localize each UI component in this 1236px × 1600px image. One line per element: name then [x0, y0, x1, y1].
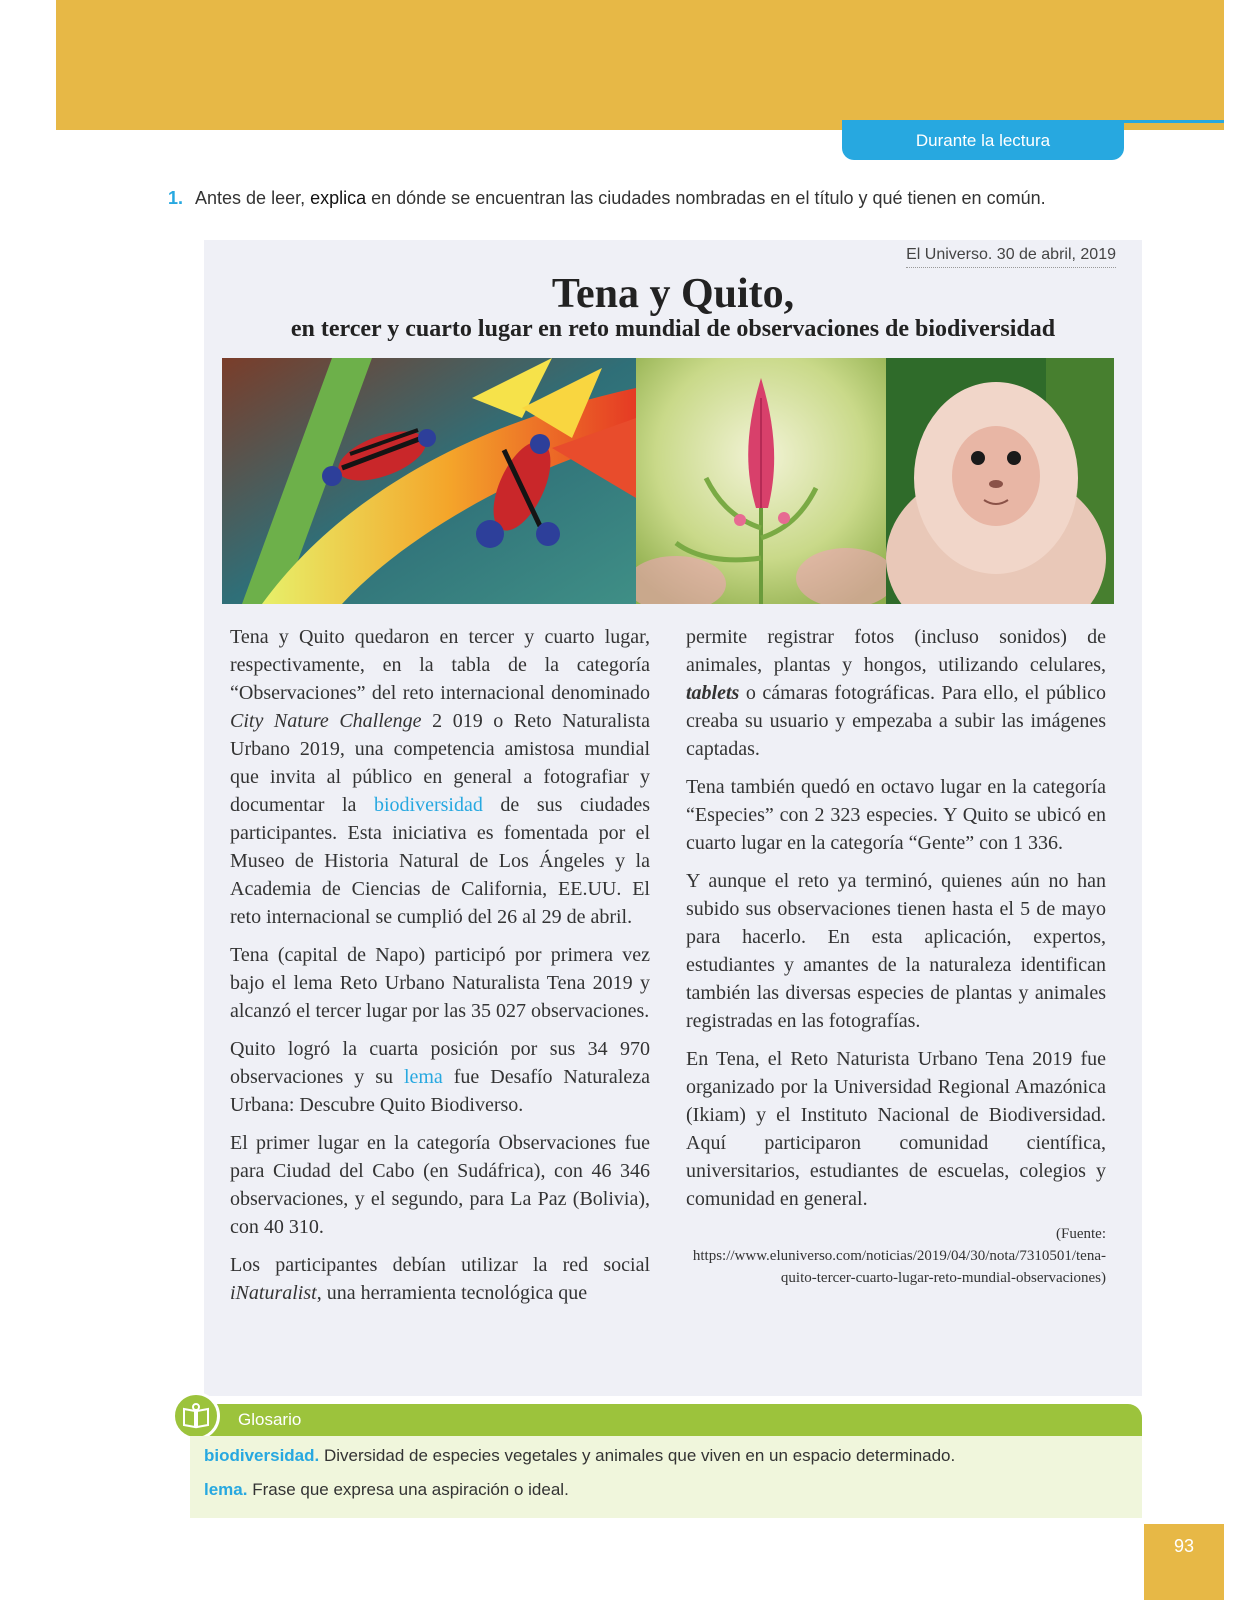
photo-poison-dart-frogs: [222, 358, 636, 604]
paragraph-italic: tablets: [686, 682, 740, 704]
photo-capuchin-monkey: [886, 358, 1114, 604]
question-text-before: Antes de leer,: [195, 188, 311, 208]
glossary-link-biodiversidad[interactable]: biodiversidad: [373, 794, 483, 816]
paragraph: [686, 623, 1106, 763]
question-number: 1.: [168, 188, 184, 208]
article-title: Tena y Quito,: [551, 271, 795, 317]
glossary-entry: [204, 1480, 569, 1500]
section-tab-label: Durante la lectura: [915, 131, 1051, 150]
page-number-label: 93: [1173, 1536, 1195, 1556]
article-column-left: [230, 623, 650, 1317]
glossary-box: [172, 1400, 1142, 1518]
paragraph-text: de sus ciudades participantes. Esta iniciativa es fomentada por el Museo de Historia Natural de Los Ángeles y la Academia de Ciencias de California, EE.UU. El reto internacional se cumplió del 26 al 29 de abril.: [230, 794, 650, 928]
glossary-definition: Frase que expresa una aspiración o ideal.: [247, 1480, 569, 1499]
glossary-body: [190, 1436, 1142, 1518]
paragraph: En Tena, el Reto Naturista Urbano Tena 2019 fue organizado por la Universidad Regional Amazónica (Ikiam) y el Instituto Nacional de Biodiversidad. Aquí participaron comunidad científica, universitarios, estudiantes de escuelas, colegios y comunidad en general.: [686, 1048, 1106, 1210]
paragraph: Tena también quedó en octavo lugar en la categoría “Especies” con 2 323 especies. Y Quito se ubicó en cuarto lugar en la categoría “Gente” con 1 336.: [686, 776, 1106, 854]
glossary-term: biodiversidad.: [204, 1446, 320, 1465]
article-photos: [222, 358, 1114, 604]
paragraph: [230, 1251, 650, 1307]
glossary-link-lema[interactable]: lema: [403, 1066, 443, 1088]
paragraph: El primer lugar en la categoría Observaciones fue para Ciudad del Cabo (en Sudáfrica), con 46 346 observaciones, y el segundo, para La Paz (Bolivia), con 40 310.: [230, 1132, 650, 1238]
paragraph-italic: City Nature Challenge: [230, 710, 422, 732]
book-icon: [172, 1392, 220, 1440]
paragraph: [230, 623, 650, 931]
question-keyword: explica: [310, 188, 367, 208]
glossary-entry: [204, 1446, 955, 1466]
paragraph-text: , una herramienta tecnológica que: [316, 1282, 588, 1304]
section-tab: [842, 122, 1124, 160]
header-band: [56, 0, 1224, 130]
article-source-note: (Fuente: https://www.eluniverso.com/noticias/2019/04/30/nota/7310501/tena-quito-tercer-cuarto-lugar-reto-mundial-observaciones): [692, 1226, 1106, 1286]
paragraph-italic: iNaturalist: [230, 1282, 317, 1304]
reading-question: [168, 188, 1158, 209]
paragraph-text: Los participantes debían utilizar la red social: [230, 1254, 650, 1276]
paragraph: [230, 1035, 650, 1119]
paragraph-text: fue Desafío Naturaleza Urbana: Descubre Quito Biodiverso.: [230, 1066, 651, 1116]
question-text-after: en dónde se encuentran las ciudades nombradas en el título y qué tienen en común.: [366, 188, 1046, 208]
glossary-term: lema.: [204, 1480, 248, 1499]
photo-pink-flower: [636, 358, 886, 604]
article-source-date: El Universo. 30 de abril, 2019: [906, 246, 1116, 268]
page-number: [1144, 1524, 1224, 1600]
article-column-right: [686, 623, 1106, 1289]
article-subtitle: en tercer y cuarto lugar en reto mundial de observaciones de biodiversidad: [290, 316, 1056, 342]
paragraph-text: Tena y Quito quedaron en tercer y cuarto lugar, respectivamente, en la tabla de la categoría “Observaciones” del reto internacional denominado: [230, 626, 650, 704]
paragraph-text: o cámaras fotográficas. Para ello, el público creaba su usuario y empezaba a subir las imágenes captadas.: [686, 682, 1106, 760]
glossary-definition: Diversidad de especies vegetales y animales que viven en un espacio determinado.: [319, 1446, 956, 1465]
glossary-title: Glosario: [238, 1410, 302, 1429]
paragraph-text: Quito logró la cuarta posición por sus 34 970 observaciones y su: [230, 1038, 650, 1088]
paragraph: Y aunque el reto ya terminó, quienes aún no han subido sus observaciones tienen hasta el 5 de mayo para hacerlo. En esta aplicación, expertos, estudiantes y amantes de la naturaleza identifican también las diversas especies de plantas y animales registradas en las fotografías.: [686, 870, 1106, 1032]
paragraph-text: permite registrar fotos (incluso sonidos) de animales, plantas y hongos, utilizando celulares,: [686, 626, 1106, 676]
glossary-header: [190, 1404, 1142, 1436]
news-article: [204, 240, 1142, 1396]
paragraph-text: 2 019 o Reto Naturalista Urbano 2019, una competencia amistosa mundial que invita al público en general a fotografiar y documentar la: [230, 710, 650, 816]
paragraph: Tena (capital de Napo) participó por primera vez bajo el lema Reto Urbano Naturalista Tena 2019 y alcanzó el tercer lugar por las 35 027 observaciones.: [230, 944, 650, 1022]
